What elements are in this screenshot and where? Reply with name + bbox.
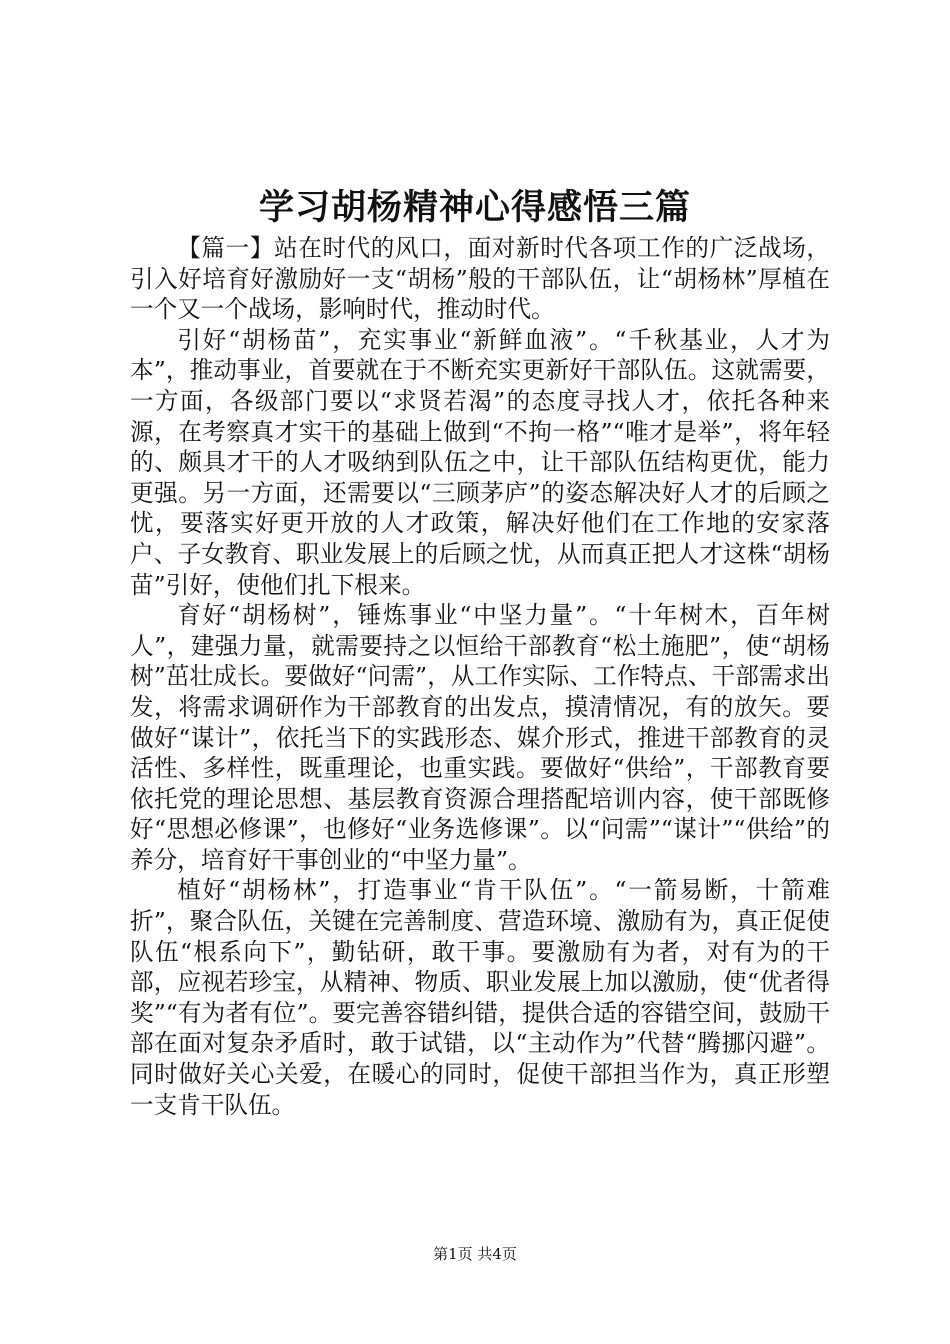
paragraph-2: 引好“胡杨苗”，充实事业“新鲜血液”。“千秋基业，人才为本”，推动事业，首要就在于不断充实更新好干部队伍。这就需要，一方面，各级部门要以“求贤若渴”的态度寻找人才，依托各种来源，在考察真才实干的基础上做到“不拘一格”“唯才是举”，将年轻的、颇具才干的人才吸纳到队伍之中，让干部队伍结构更优，能力更强。另一方面，还需要以“三顾茅庐”的姿态解决好人才的后顾之忧，要落实好更开放的人才政策，解决好他们在工作地的安家落户、子女教育、职业发展上的后顾之忧，从而真正把人才这株“胡杨苗”引好，使他们扎下根来。 <box>130 325 830 599</box>
page-footer: 第1页 共4页 <box>433 1245 517 1263</box>
document-body <box>130 233 830 1120</box>
paragraph-3: 育好“胡杨树”，锤炼事业“中坚力量”。“十年树木，百年树人”，建强力量，就需要持之以恒给干部教育“松土施肥”，使“胡杨树”茁壮成长。要做好“问需”，从工作实际、工作特点、干部需求出发，将需求调研作为干部教育的出发点，摸清情况，有的放矢。要做好“谋计”，依托当下的实践形态、媒介形式，推进干部教育的灵活性、多样性，既重理论，也重实践。要做好“供给”，干部教育要依托党的理论思想、基层教育资源合理搭配培训内容，使干部既修好“思想必修课”，也修好“业务选修课”。以“问需”“谋计”“供给”的养分，培育好干事创业的“中坚力量”。 <box>130 601 830 874</box>
paragraph-4: 植好“胡杨林”，打造事业“肯干队伍”。“一箭易断，十箭难折”，聚合队伍，关键在完善制度、营造环境、激励有为，真正促使队伍“根系向下”，勤钻研，敢干事。要激励有为者，对有为的干部，应视若珍宝，从精神、物质、职业发展上加以激励，使“优者得奖”“有为者有位”。要完善容错纠错，提供合适的容错空间，鼓励干部在面对复杂矛盾时，敢于试错，以“主动作为”代替“腾挪闪避”。同时做好关心关爱，在暖心的同时，促使干部担当作为，真正形塑一支肯干队伍。 <box>130 876 830 1119</box>
paragraph-1: 【篇一】站在时代的风口，面对新时代各项工作的广泛战场，引入好培育好激励好一支“胡杨”般的干部队伍，让“胡杨林”厚植在一个又一个战场，影响时代，推动时代。 <box>130 234 830 324</box>
document-title: 学习胡杨精神心得感悟三篇 <box>258 187 691 228</box>
